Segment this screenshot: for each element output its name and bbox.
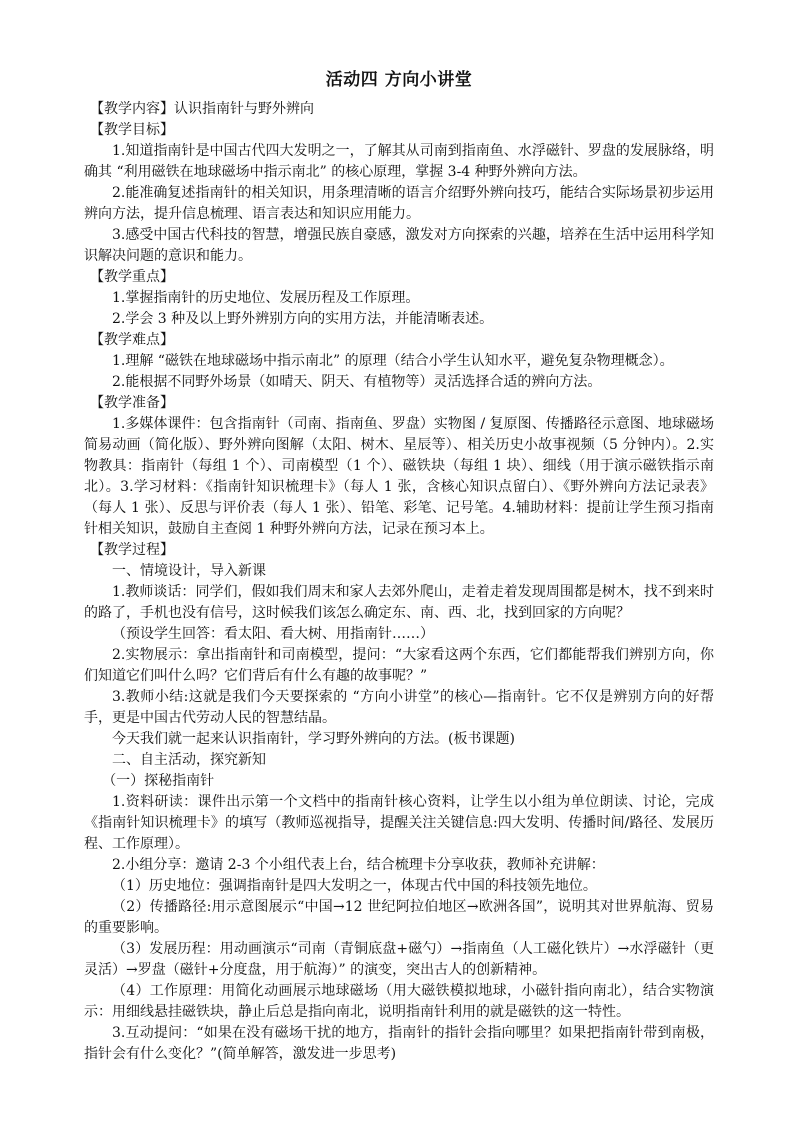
section1-para-1: 1.教师谈话：同学们，假如我们周末和家人去郊外爬山，走着走着发现周围都是树木，找不到来时的路了，手机也没有信号，这时候我们该怎么确定东、南、西、北，找到回家的方向呢？ <box>84 584 714 621</box>
document-title: 活动四 方向小讲堂 <box>325 70 473 90</box>
section2-heading: 二、自主活动，探究新知 <box>112 752 266 768</box>
section1-para-5: 今天我们就一起来认识指南针，学习野外辨向的方法。(板书课题) <box>112 731 515 747</box>
section1-para-4: 3.教师小结:这就是我们今天要探索的 “方向小讲堂”的核心—指南针。它不仅是辨别方向的好帮手，更是中国古代劳动人民的智慧结晶。 <box>84 689 714 726</box>
detail-1: （1）历史地位：强调指南针是四大发明之一，体现古代中国的科技领先地位。 <box>112 878 597 894</box>
key-point-2: 2.学会 3 种及以上野外辨别方向的实用方法，并能清晰表述。 <box>112 311 494 327</box>
subsection1-heading: （一）探秘指南针 <box>102 773 215 789</box>
preparation-heading: 【教学准备】 <box>90 395 174 411</box>
key-points-heading: 【教学重点】 <box>90 269 174 285</box>
difficulties-heading: 【教学难点】 <box>90 332 174 348</box>
process-heading: 【教学过程】 <box>90 542 174 558</box>
objectives-heading: 【教学目标】 <box>90 122 174 138</box>
section1-para-3: 2.实物展示：拿出指南针和司南模型，提问：“大家看这两个东西，它们都能帮我们辨别方向，你们知道它们叫什么吗？它们背后有什么有趣的故事呢？” <box>84 647 714 684</box>
subsection1-para-3: 3.互动提问：“如果在没有磁场干扰的地方，指南针的指针会指向哪里？如果把指南针带到南极，指针会有什么变化？”(简单解答，激发进一步思考) <box>84 1025 714 1062</box>
subsection1-para-1: 1.资料研读：课件出示第一个文档中的指南针核心资料，让学生以小组为单位朗读、讨论，完成《指南针知识梳理卡》的填写（教师巡视指导，提醒关注关键信息:四大发明、传播时间/路径、发展历程、工作原理）。 <box>84 794 714 852</box>
subsection1-para-2: 2.小组分享：邀请 2-3 个小组代表上台，结合梳理卡分享收获，教师补充讲解： <box>112 857 605 873</box>
preparation-text: 1.多媒体课件：包含指南针（司南、指南鱼、罗盘）实物图 / 复原图、传播路径示意图、地球磁场简易动画（简化版）、野外辨向图解（太阳、树木、星辰等）、相关历史小故事视频（5 分钟内）。2.实物教具：指南针（每组 1 个）、司南模型（1 个）、磁铁块（每组 1 块）、细线（用于演示磁铁指示南北）。3.学习材料：《指南针知识梳理卡》（每人 1 张，含核心知识点留白）、《野外辨向方法记录表》（每人 1 张）、反思与评价表（每人 1 张）、铅笔、彩笔、记号笔。4.辅助材料：提前让学生预习指南针相关知识，鼓励自主查阅 1 种野外辨向方法，记录在预习本上。 <box>84 416 714 537</box>
section1-heading: 一、情境设计，导入新课 <box>112 563 266 579</box>
detail-2: （2）传播路径:用示意图展示“中国→12 世纪阿拉伯地区→欧洲各国”，说明其对世界航海、贸易的重要影响。 <box>84 899 714 936</box>
detail-3: （3）发展历程：用动画演示“司南（青铜底盘+磁勺）→指南鱼（人工磁化铁片）→水浮磁针（更灵活）→罗盘（磁针+分度盘，用于航海）” 的演变，突出古人的创新精神。 <box>84 941 714 978</box>
objective-2: 2.能准确复述指南针的相关知识，用条理清晰的语言介绍野外辨向技巧，能结合实际场景初步运用辨向方法，提升信息梳理、语言表达和知识应用能力。 <box>84 185 714 222</box>
detail-4: （4）工作原理：用简化动画展示地球磁场（用大磁铁模拟地球，小磁针指向南北），结合实物演示：用细线悬挂磁铁块，静止后总是指向南北，说明指南针利用的就是磁铁的这一特性。 <box>84 983 714 1020</box>
content-label: 【教学内容】认识指南针与野外辨向 <box>90 101 314 117</box>
difficulty-1: 1.理解 “磁铁在地球磁场中指示南北” 的原理（结合小学生认知水平，避免复杂物理概念）。 <box>112 353 674 369</box>
objective-3: 3.感受中国古代科技的智慧，增强民族自豪感，激发对方向探索的兴趣，培养在生活中运用科学知识解决问题的意识和能力。 <box>84 227 714 264</box>
objective-1: 1.知道指南针是中国古代四大发明之一，了解其从司南到指南鱼、水浮磁针、罗盘的发展脉络，明确其 “利用磁铁在地球磁场中指示南北” 的核心原理，掌握 3-4 种野外辨向方法。 <box>84 143 714 180</box>
key-point-1: 1.掌握指南针的历史地位、发展历程及工作原理。 <box>112 290 420 306</box>
difficulty-2: 2.能根据不同野外场景（如晴天、阴天、有植物等）灵活选择合适的辨向方法。 <box>112 374 602 390</box>
section1-para-2: （预设学生回答：看太阳、看大树、用指南针……） <box>112 626 434 642</box>
